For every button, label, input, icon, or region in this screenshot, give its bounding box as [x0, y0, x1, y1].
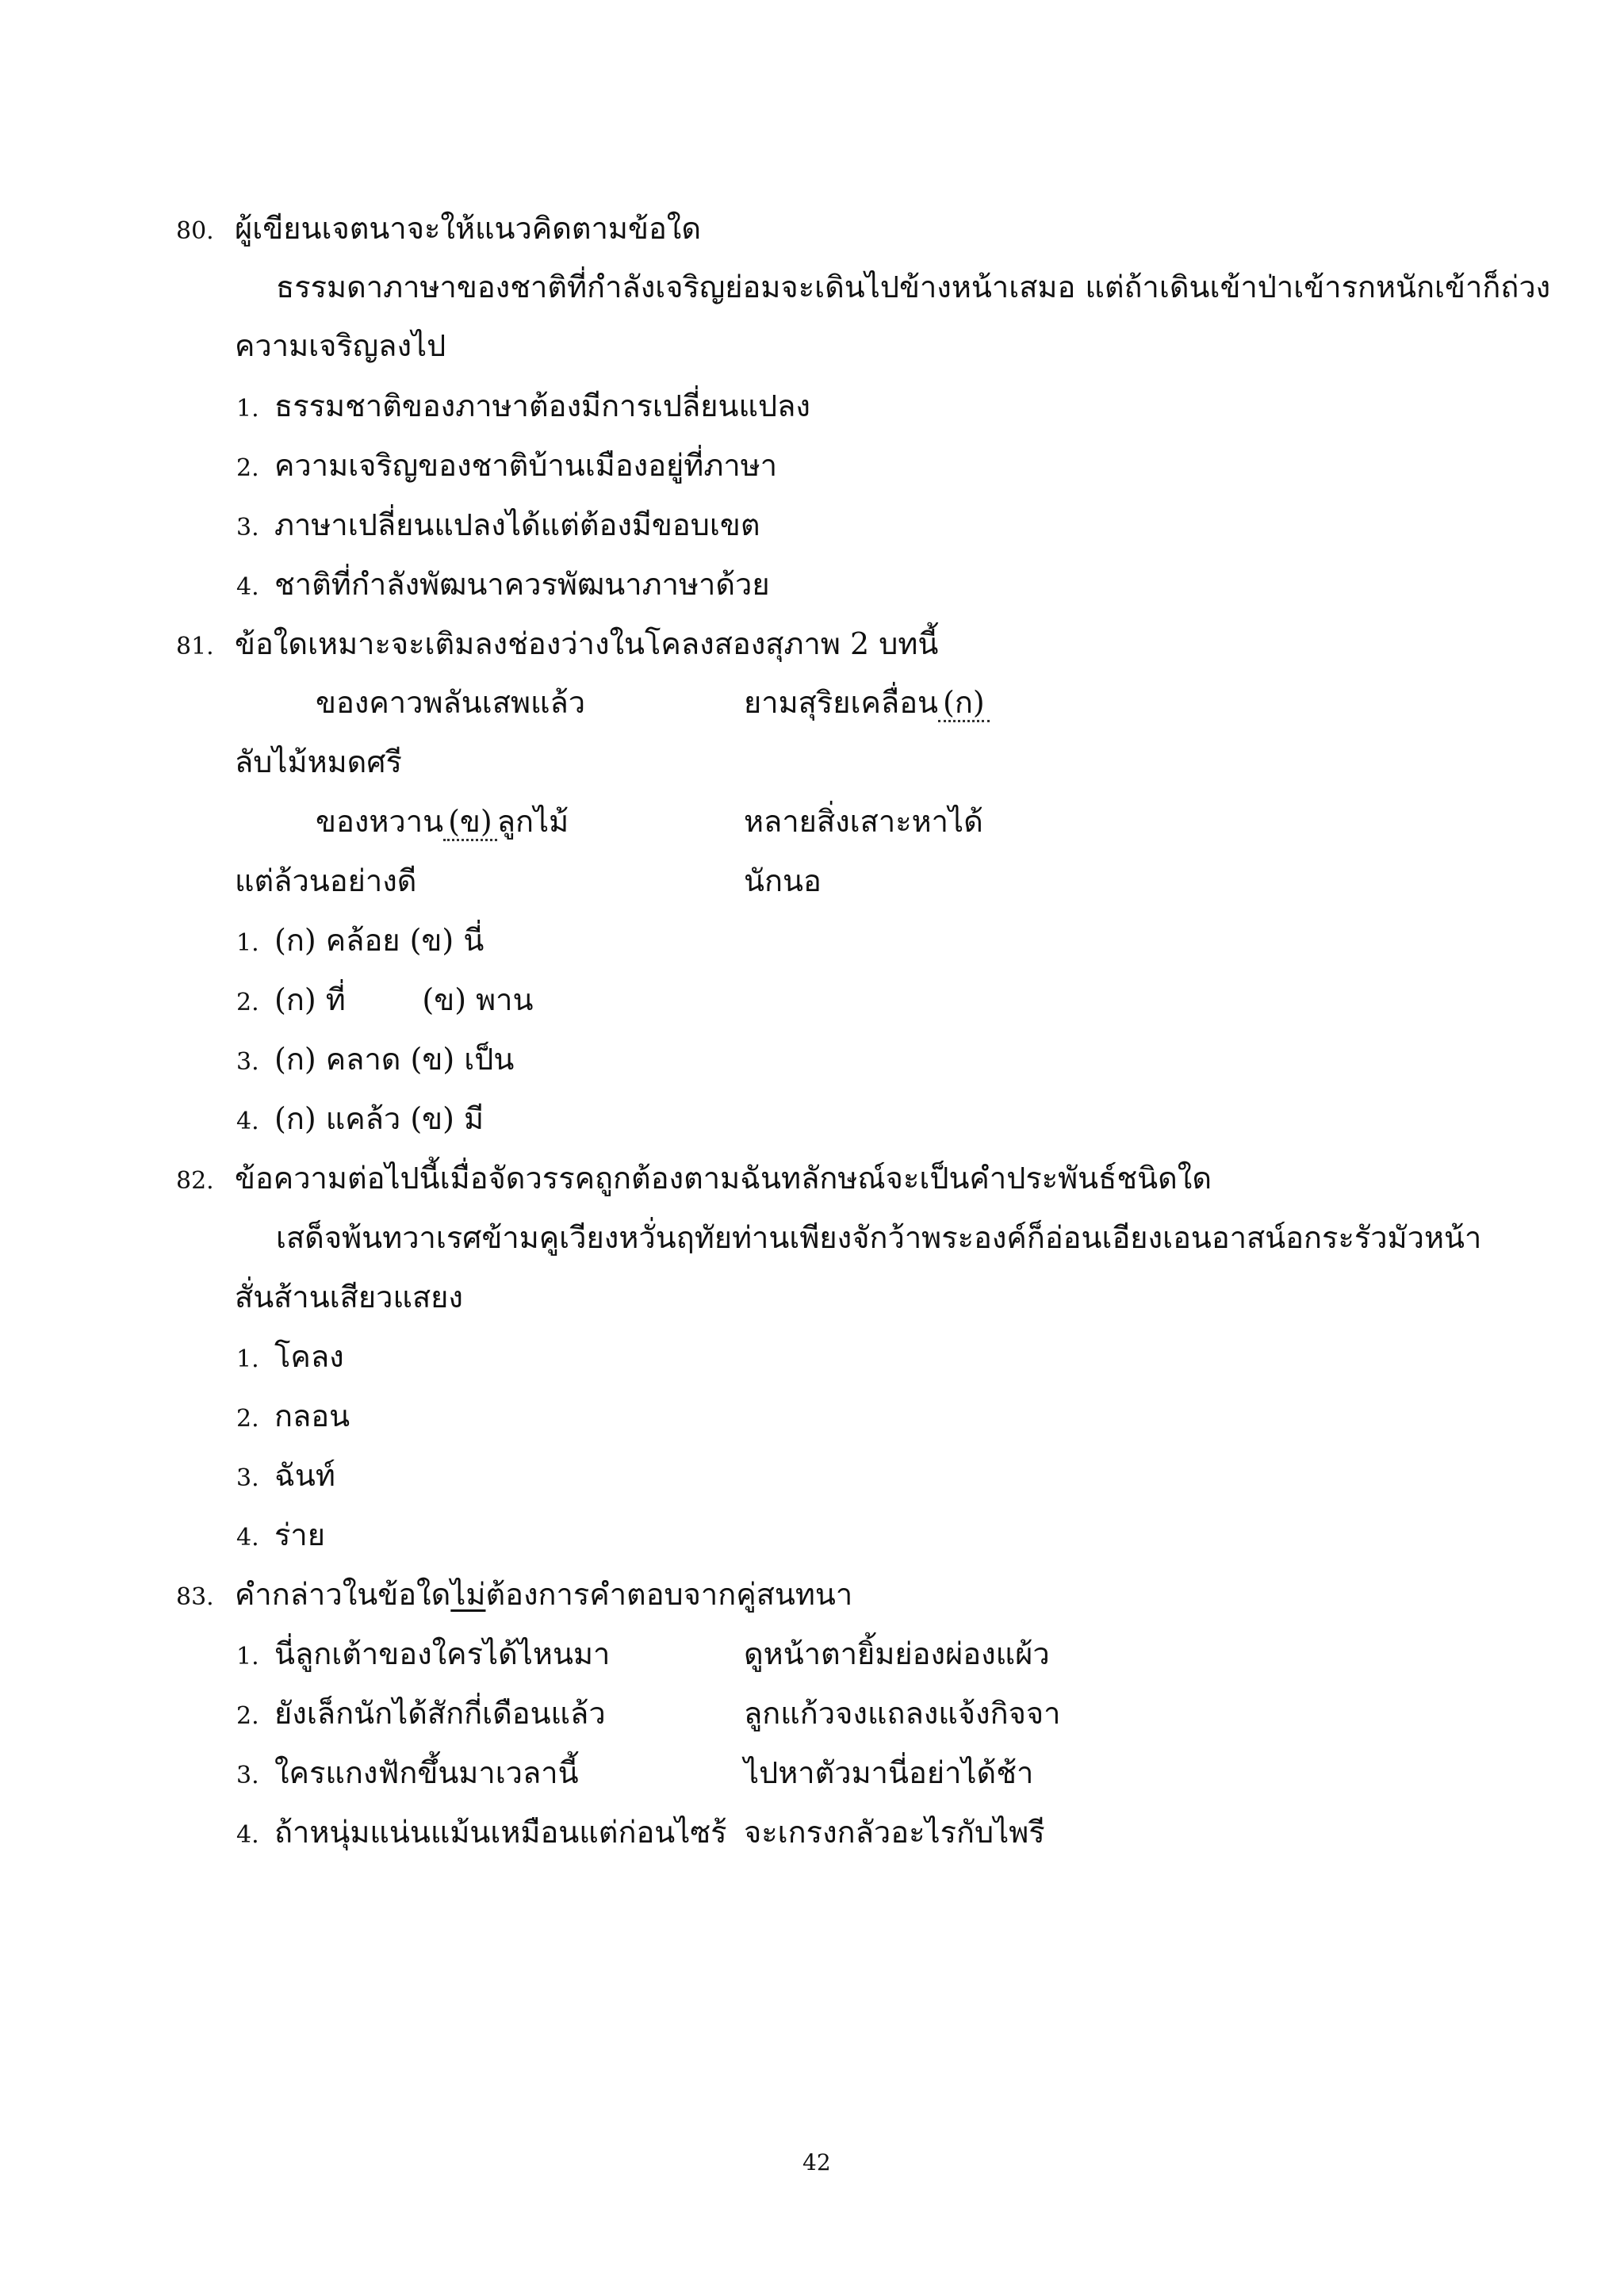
q82-passage-line2: สั่นส้านเสียวแสยง: [235, 1280, 463, 1314]
q80-option-2: ความเจริญของชาติบ้านเมืองอยู่ที่ภาษา: [274, 448, 778, 483]
page-number: 42: [802, 2149, 831, 2175]
q83-underlined-word: ไม่: [450, 1577, 486, 1612]
q83-option-3-a: ใครแกงฟักขึ้นมาเวลานี้: [274, 1755, 579, 1790]
blank-ka: (ก): [938, 685, 990, 722]
q80-number: 80.: [176, 217, 214, 245]
q83-option-1-number: 1.: [236, 1643, 259, 1670]
q82-option-3-number: 3.: [236, 1464, 259, 1492]
q81-number: 81.: [176, 633, 214, 660]
q81-option-3-number: 3.: [236, 1048, 259, 1076]
q83-option-4-a: ถ้าหนุ่มแน่นแม้นเหมือนแต่ก่อนไซร้: [274, 1815, 727, 1850]
q80-option-1: ธรรมชาติของภาษาต้องมีการเปลี่ยนแปลง: [274, 388, 810, 423]
q82-question: ข้อความต่อไปนี้เมื่อจัดวรรคถูกต้องตามฉันทลักษณ์จะเป็นคำประพันธ์ชนิดใด: [235, 1161, 1212, 1196]
q82-option-1: โคลง: [274, 1339, 344, 1374]
poem-line2: ลับไม้หมดศรี: [235, 744, 402, 779]
q81-option-3: (ก) คลาด (ข) เป็น: [274, 1042, 515, 1077]
poem-line4-a: แต่ล้วนอย่างดี: [235, 863, 417, 898]
q81-option-1: (ก) คล้อย (ข) นี่: [274, 923, 485, 958]
q83-option-2-number: 2.: [236, 1702, 259, 1730]
q82-option-4: ร่าย: [274, 1517, 326, 1552]
q80-option-2-number: 2.: [236, 454, 259, 482]
blank-kho: (ข): [443, 804, 497, 841]
q82-number: 82.: [176, 1167, 214, 1195]
q83-option-2-a: ยังเล็กนักได้สักกี่เดือนแล้ว: [274, 1696, 606, 1731]
q80-option-4: ชาติที่กำลังพัฒนาควรพัฒนาภาษาด้วย: [274, 567, 770, 602]
q83-question: คำกล่าวในข้อใดไม่ต้องการคำตอบจากคู่สนทนา: [235, 1577, 853, 1612]
q81-question: ข้อใดเหมาะจะเติมลงช่องว่างในโคลงสองสุภาพ 2 บทนี้: [235, 626, 939, 661]
q82-option-1-number: 1.: [236, 1345, 259, 1373]
q83-option-1-a: นี่ลูกเต้าของใครได้ไหนมา: [274, 1636, 611, 1671]
q83-number: 83.: [176, 1583, 214, 1611]
q82-option-2-number: 2.: [236, 1405, 259, 1433]
q81-option-2: (ก) ที่ (ข) พาน: [274, 982, 534, 1017]
q80-passage-line1: ธรรมดาภาษาของชาติที่กำลังเจริญย่อมจะเดินไปข้างหน้าเสมอ แต่ถ้าเดินเข้าป่าเข้ารกหนักเข้าก็ถ่วง: [276, 270, 1551, 304]
q80-option-4-number: 4.: [236, 573, 259, 601]
q83-option-2-b: ลูกแก้วจงแถลงแจ้งกิจจา: [744, 1696, 1061, 1731]
q81-option-2-number: 2.: [236, 989, 259, 1016]
q81-option-4-number: 4.: [236, 1108, 259, 1135]
q82-option-3: ฉันท์: [274, 1458, 335, 1493]
q80-option-3-number: 3.: [236, 514, 259, 541]
q81-option-1-number: 1.: [236, 929, 259, 957]
q83-option-3-number: 3.: [236, 1762, 259, 1789]
q80-passage-line2: ความเจริญลงไป: [235, 328, 446, 363]
q81-option-4: (ก) แคล้ว (ข) มี: [274, 1101, 485, 1136]
q82-option-2: กลอน: [274, 1399, 350, 1433]
poem-line3-a: ของหวาน (ข) ลูกไม้: [316, 802, 569, 840]
q83-option-3-b: ไปหาตัวมานี่อย่าได้ช้า: [744, 1755, 1034, 1790]
q80-question: ผู้เขียนเจตนาจะให้แนวคิดตามข้อใด: [235, 211, 701, 246]
poem-line1-b: ยามสุริยเคลื่อน (ก): [744, 683, 990, 721]
poem-line3-b: หลายสิ่งเสาะหาได้: [744, 804, 983, 839]
poem-line4-b: นักนอ: [744, 863, 822, 898]
q83-option-1-b: ดูหน้าตายิ้มย่องผ่องแผ้ว: [744, 1636, 1050, 1671]
q83-option-4-b: จะเกรงกลัวอะไรกับไพรี: [744, 1815, 1045, 1850]
poem-line1-a: ของคาวพลันเสพแล้ว: [316, 685, 586, 720]
q80-option-3: ภาษาเปลี่ยนแปลงได้แต่ต้องมีขอบเขต: [274, 507, 760, 542]
q82-passage-line1: เสด็จพ้นทวาเรศข้ามคูเวียงหวั่นฤทัยท่านเพียงจักว้าพระองค์ก็อ่อนเอียงเอนอาสน์อกระรัวมัวหน้า: [276, 1220, 1482, 1255]
q83-option-4-number: 4.: [236, 1821, 259, 1849]
q82-option-4-number: 4.: [236, 1524, 259, 1552]
q80-option-1-number: 1.: [236, 395, 259, 423]
